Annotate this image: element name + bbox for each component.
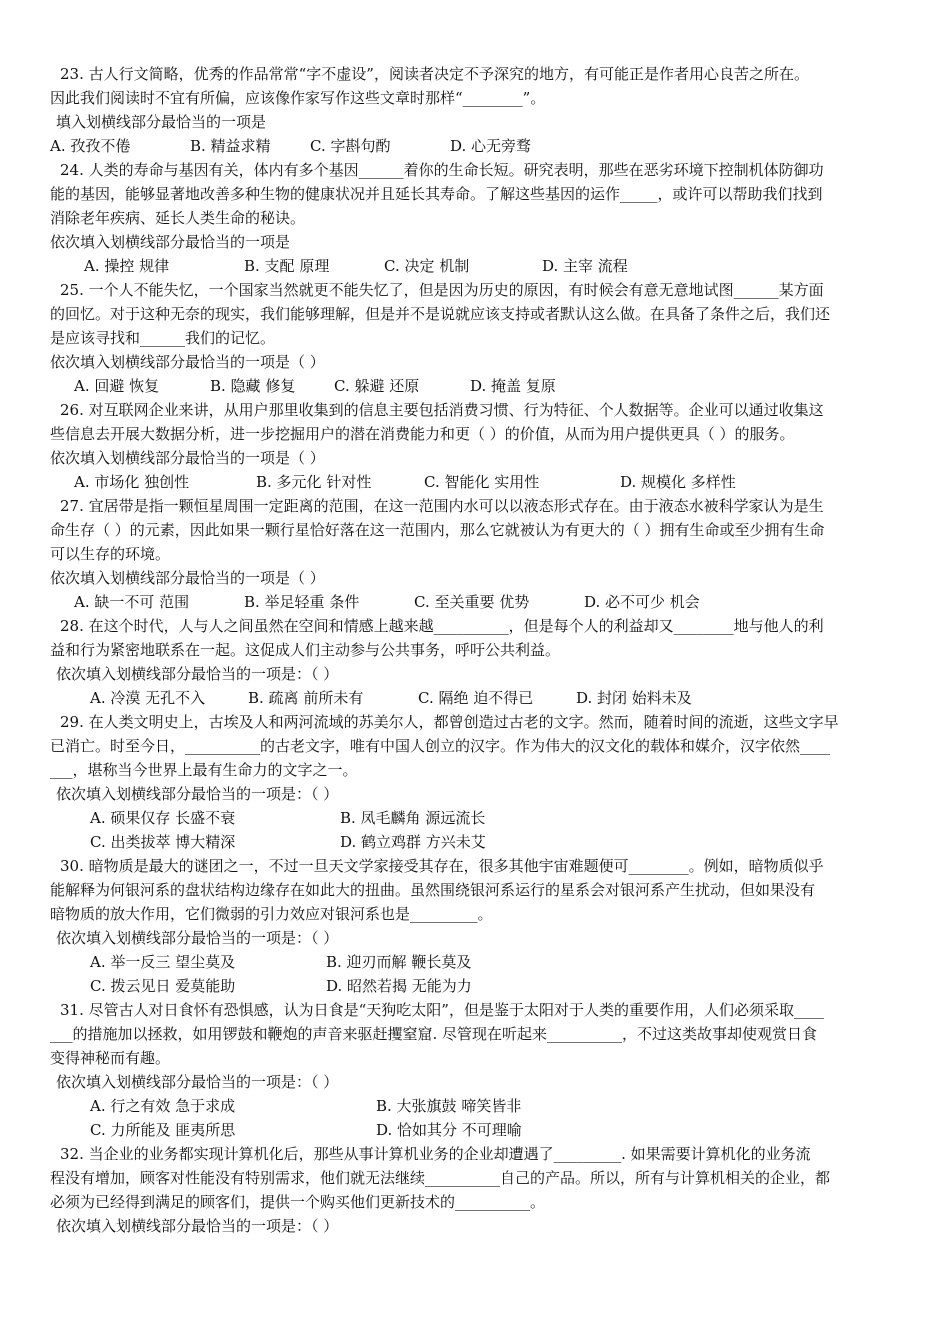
question-stem: 暗物质的放大作用，它们微弱的引力效应对银河系也是_________。: [50, 905, 493, 923]
option-b: B. 支配 原理: [244, 257, 330, 275]
question-prompt: 依次填入划横线部分最恰当的一项是（ ）: [50, 569, 325, 587]
question-stem: 26. 对互联网企业来讲，从用户那里收集到的信息主要包括消费习惯、行为特征、个人数据等。企业可以通过收集这: [60, 401, 824, 419]
options-row: [50, 1118, 900, 1142]
question-prompt: 依次填入划横线部分最恰当的一项是：（ ）: [56, 785, 339, 803]
option-b: B. 举足轻重 条件: [244, 593, 360, 611]
question-stem: 能解释为何银河系的盘状结构边缘存在如此大的扭曲。虽然围绕银河系运行的星系会对银河系产生扰动，但如果没有: [50, 881, 816, 899]
option-b: B. 凤毛麟角 源远流长: [340, 809, 486, 827]
option-d: D. 必不可少 机会: [584, 593, 700, 611]
option-a: A. 硕果仅存 长盛不衰: [90, 809, 236, 827]
question-stem: 程没有增加，顾客对性能没有特别需求，他们就无法继续__________自己的产品。所以，所有与计算机相关的企业，都: [50, 1169, 831, 1187]
option-a: A. 市场化 独创性: [74, 473, 190, 491]
option-b: B. 迎刃而解 鞭长莫及: [326, 953, 472, 971]
option-c: C. 力所能及 匪夷所思: [90, 1121, 236, 1139]
question-30: [50, 854, 900, 998]
options-row: [50, 806, 900, 830]
question-stem: 28. 在这个时代，人与人之间虽然在空间和情感上越来越__________，但是每个人的利益却又________地与他人的利: [60, 617, 824, 635]
question-stem: 的回忆。对于这种无奈的现实，我们能够理解，但是并不是说就应该支持或者默认这么做。在具备了条件之后，我们还: [50, 305, 831, 323]
question-26: [50, 398, 900, 494]
question-prompt: 依次填入划横线部分最恰当的一项是：（ ）: [56, 1217, 339, 1235]
question-32: [50, 1142, 900, 1238]
option-d: D. 掩盖 复原: [470, 377, 556, 395]
question-prompt: 依次填入划横线部分最恰当的一项是：（ ）: [56, 665, 339, 683]
question-stem: 是应该寻找和______我们的记忆。: [50, 329, 276, 347]
question-stem: 因此我们阅读时不宜有所偏，应该像作家写作这些文章时那样“________”。: [50, 89, 546, 107]
question-stem: 益和行为紧密地联系在一起。这促成人们主动参与公共事务，呼吁公共利益。: [50, 641, 561, 659]
question-23: [50, 62, 900, 158]
document-page: [50, 62, 900, 1238]
question-stem: 命生存（ ）的元素，因此如果一颗行星恰好落在这一范围内，那么它就被认为有更大的（ ）拥有生命或至少拥有生命: [50, 521, 825, 539]
option-a: A. 回避 恢复: [74, 377, 160, 395]
option-a: A. 行之有效 急于求成: [90, 1097, 236, 1115]
question-25: [50, 278, 900, 398]
option-d: D. 心无旁骛: [450, 137, 532, 155]
question-stem: 已消亡。时至今日，__________的古老文字，唯有中国人创立的汉字。作为伟大的汉文化的载体和媒介，汉字依然____: [50, 737, 831, 755]
options-row: [50, 1094, 900, 1118]
question-stem: 消除老年疾病、延长人类生命的秘诀。: [50, 209, 306, 227]
option-b: B. 多元化 针对性: [256, 473, 372, 491]
options-row: [50, 686, 900, 710]
option-d: D. 恰如其分 不可理喻: [376, 1121, 522, 1139]
option-d: D. 规模化 多样性: [620, 473, 736, 491]
option-c: C. 躲避 还原: [334, 377, 420, 395]
options-row: [50, 134, 900, 158]
option-c: C. 至关重要 优势: [414, 593, 530, 611]
question-stem: 25. 一个人不能失忆，一个国家当然就更不能失忆了，但是因为历史的原因，有时候会有意无意地试图______某方面: [60, 281, 824, 299]
option-c: C. 隔绝 迫不得已: [418, 689, 534, 707]
options-row: [50, 590, 900, 614]
question-prompt: 填入划横线部分最恰当的一项是: [56, 113, 267, 131]
question-stem: 23. 古人行文简略，优秀的作品常常“字不虚设”，阅读者决定不予深究的地方，有可能正是作者用心良苦之所在。: [60, 65, 809, 83]
question-stem: 可以生存的环境。: [50, 545, 171, 563]
option-a: A. 举一反三 望尘莫及: [90, 953, 236, 971]
question-stem: 些信息去开展大数据分析，进一步挖掘用户的潜在消费能力和更（ ）的价值，从而为用户提供更具（ ）的服务。: [50, 425, 795, 443]
options-row: [50, 974, 900, 998]
option-d: D. 主宰 流程: [542, 257, 628, 275]
question-stem: ___的措施加以拯救，如用锣鼓和鞭炮的声音来驱赶攫窒窟. 尽管现在听起来__________，不过这类故事却使观赏日食: [50, 1025, 818, 1043]
option-b: B. 疏离 前所未有: [248, 689, 364, 707]
option-b: B. 隐藏 修复: [210, 377, 296, 395]
option-c: C. 决定 机制: [384, 257, 470, 275]
options-row: [50, 830, 900, 854]
question-prompt: 依次填入划横线部分最恰当的一项是（ ）: [50, 449, 325, 467]
option-c: C. 出类拔萃 博大精深: [90, 833, 236, 851]
options-row: [50, 254, 900, 278]
option-a: A. 操控 规律: [84, 257, 170, 275]
option-c: C. 字斟句酌: [310, 137, 391, 155]
question-stem: 29. 在人类文明史上，古埃及人和两河流域的苏美尔人，都曾创造过古老的文字。然而，随着时间的流逝，这些文字早: [60, 713, 839, 731]
option-c: C. 拨云见日 爱莫能助: [90, 977, 236, 995]
option-a: A. 缺一不可 范围: [74, 593, 190, 611]
option-d: D. 封闭 始料未及: [576, 689, 692, 707]
question-stem: 能的基因，能够显著地改善多种生物的健康状况并且延长其寿命。了解这些基因的运作_____，或许可以帮助我们找到: [50, 185, 823, 203]
question-prompt: 依次填入划横线部分最恰当的一项是：（ ）: [56, 929, 339, 947]
option-d: D. 鹤立鸡群 方兴未艾: [340, 833, 486, 851]
question-stem: 24. 人类的寿命与基因有关，体内有多个基因______着你的生命长短。研究表明，那些在恶劣环境下控制机体防御功: [60, 161, 824, 179]
question-stem: 31. 尽管古人对日食怀有恐惧感，认为日食是“天狗吃太阳”，但是鉴于太阳对于人类的重要作用，人们必须采取____: [60, 1001, 824, 1019]
question-28: [50, 614, 900, 710]
options-row: [50, 470, 900, 494]
question-stem: 30. 暗物质是最大的谜团之一，不过一旦天文学家接受其存在，很多其他宇宙难题便可________。例如，暗物质似乎: [60, 857, 824, 875]
question-stem: 变得神秘而有趣。: [50, 1049, 171, 1067]
question-31: [50, 998, 900, 1142]
option-c: C. 智能化 实用性: [424, 473, 540, 491]
question-stem: ___，堪称当今世界上最有生命力的文字之一。: [50, 761, 358, 779]
question-27: [50, 494, 900, 614]
option-a: A. 冷漠 无孔不入: [90, 689, 206, 707]
question-29: [50, 710, 900, 854]
question-prompt: 依次填入划横线部分最恰当的一项是：（ ）: [56, 1073, 339, 1091]
option-d: D. 昭然若揭 无能为力: [326, 977, 472, 995]
question-stem: 必须为已经得到满足的顾客们，提供一个购买他们更新技术的__________。: [50, 1193, 546, 1211]
question-prompt: 依次填入划横线部分最恰当的一项是（ ）: [50, 353, 325, 371]
option-b: B. 大张旗鼓 啼笑皆非: [376, 1097, 522, 1115]
question-prompt: 依次填入划横线部分最恰当的一项是: [50, 233, 291, 251]
question-stem: 27. 宜居带是指一颗恒星周围一定距离的范围，在这一范围内水可以以液态形式存在。由于液态水被科学家认为是生: [60, 497, 824, 515]
option-b: B. 精益求精: [190, 137, 271, 155]
options-row: [50, 374, 900, 398]
question-24: [50, 158, 900, 278]
option-a: A. 孜孜不倦: [50, 137, 131, 155]
options-row: [50, 950, 900, 974]
question-stem: 32. 当企业的业务都实现计算机化后，那些从事计算机业务的企业却遭遇了_________. 如果需要计算机化的业务流: [60, 1145, 811, 1163]
